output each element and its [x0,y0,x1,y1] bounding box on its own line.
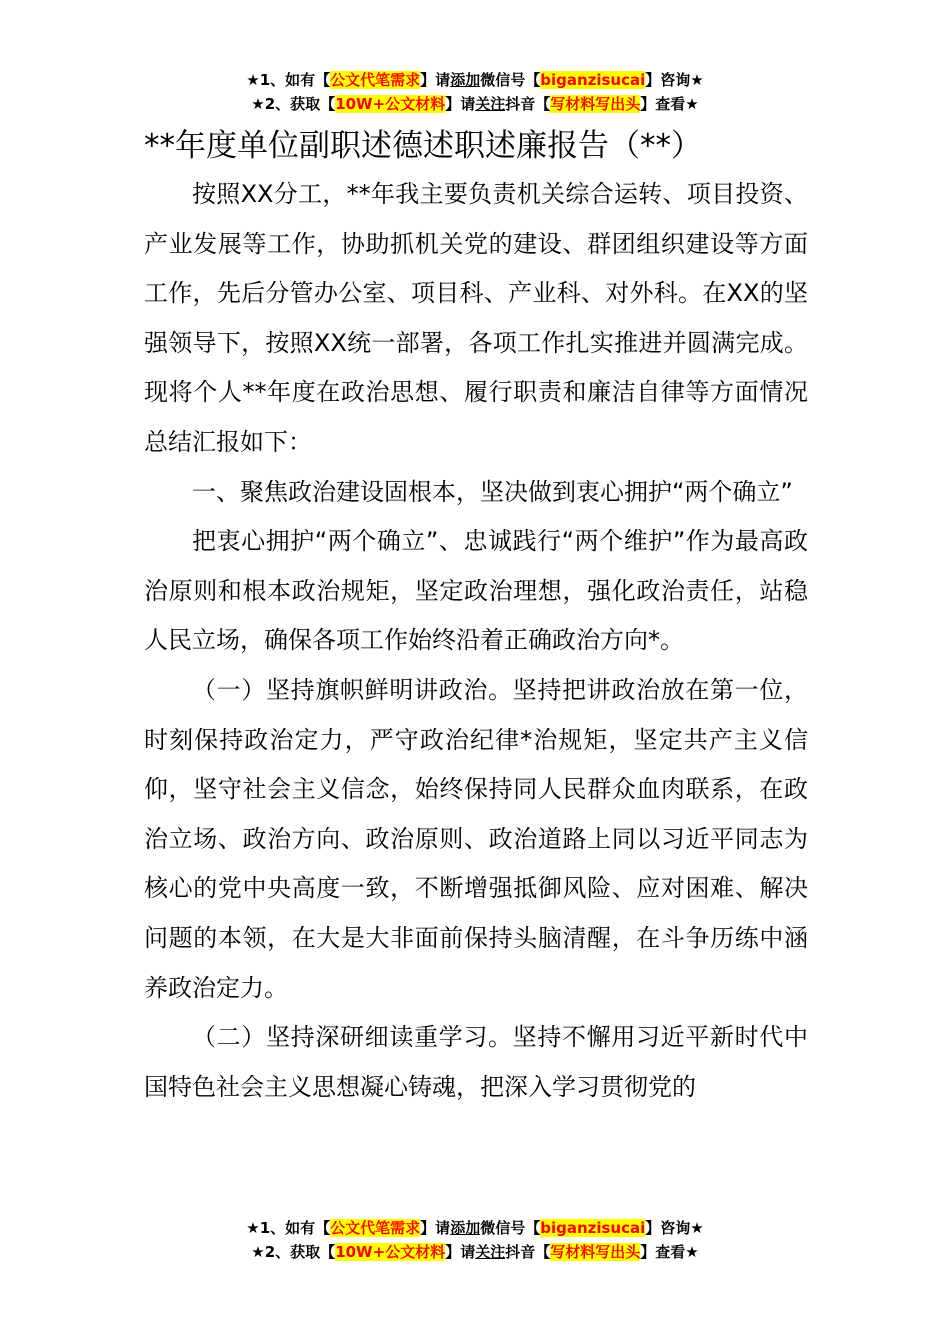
banner-emphasis: 添加 [450,1219,481,1237]
banner-line-1 [0,1216,950,1240]
banner-text: ★2、获取【 [251,95,336,113]
banner-text: 】请 [445,1243,476,1261]
banner-highlight: 10W+公文材料 [335,1243,446,1261]
banner-highlight: 写材料写出头 [550,95,641,113]
banner-text: 】查看★ [640,1243,699,1261]
header-banner [0,68,950,116]
body-paragraph: （二）坚持深研细读重学习。坚持不懈用习近平新时代中国特色社会主义思想凝心铸魂，把深入学习贯彻党的 [144,1023,808,1101]
banner-text: 】咨询★ [645,1219,704,1237]
footer-banner [0,1216,950,1264]
document-body [144,170,808,1112]
banner-emphasis: 关注 [475,95,506,113]
banner-emphasis: 添加 [450,71,481,89]
banner-text: 】查看★ [640,95,699,113]
banner-text: 】请 [445,95,476,113]
document-title: **年度单位副职述德述职述廉报告（**） [144,128,702,164]
banner-text: 抖音【 [505,1243,551,1261]
banner-highlight: biganzisucai [540,1219,646,1237]
banner-line-2 [0,92,950,116]
banner-highlight: 写材料写出头 [550,1243,641,1261]
banner-text: 】请 [420,1219,451,1237]
banner-text: 微信号【 [480,71,541,89]
section-heading: 一、聚焦政治建设固根本，坚决做到衷心拥护“两个确立” [192,477,793,506]
body-paragraph: （一）坚持旗帜鲜明讲政治。坚持把讲政治放在第一位，时刻保持政治定力，严守政治纪律*治规矩，坚定共产主义信仰，坚守社会主义信念，始终保持同人民群众血肉联系，在政治立场、政治方向、政治原则、政治道路上同以习近平同志为核心的党中央高度一致，不断增强抵御风险、应对困难、解决问题的本领，在大是大非面前保持头脑清醒，在斗争历练中涵养政治定力。 [144,675,808,1002]
body-paragraph: 按照XX分工，**年我主要负责机关综合运转、项目投资、产业发展等工作，协助抓机关党的建设、群团组织建设等方面工作，先后分管办公室、项目科、产业科、对外科。在XX的坚强领导下，按照XX统一部署，各项工作扎实推进并圆满完成。现将个人**年度在政治思想、履行职责和廉洁自律等方面情况总结汇报如下： [144,180,808,456]
banner-text: 】咨询★ [645,71,704,89]
banner-text: ★2、获取【 [251,1243,336,1261]
banner-line-1 [0,68,950,92]
banner-line-2 [0,1240,950,1264]
banner-text: 】请 [420,71,451,89]
banner-text: ★1、如有【 [246,71,331,89]
banner-highlight: 公文代笔需求 [330,1219,421,1237]
banner-emphasis: 关注 [475,1243,506,1261]
banner-text: 微信号【 [480,1219,541,1237]
banner-highlight: 公文代笔需求 [330,71,421,89]
banner-text: 抖音【 [505,95,551,113]
banner-highlight: biganzisucai [540,71,646,89]
banner-highlight: 10W+公文材料 [335,95,446,113]
banner-text: ★1、如有【 [246,1219,331,1237]
body-paragraph: 把衷心拥护“两个确立”、忠诚践行“两个维护”作为最高政治原则和根本政治规矩，坚定政治理想，强化政治责任，站稳人民立场，确保各项工作始终沿着正确政治方向*。 [144,527,808,655]
